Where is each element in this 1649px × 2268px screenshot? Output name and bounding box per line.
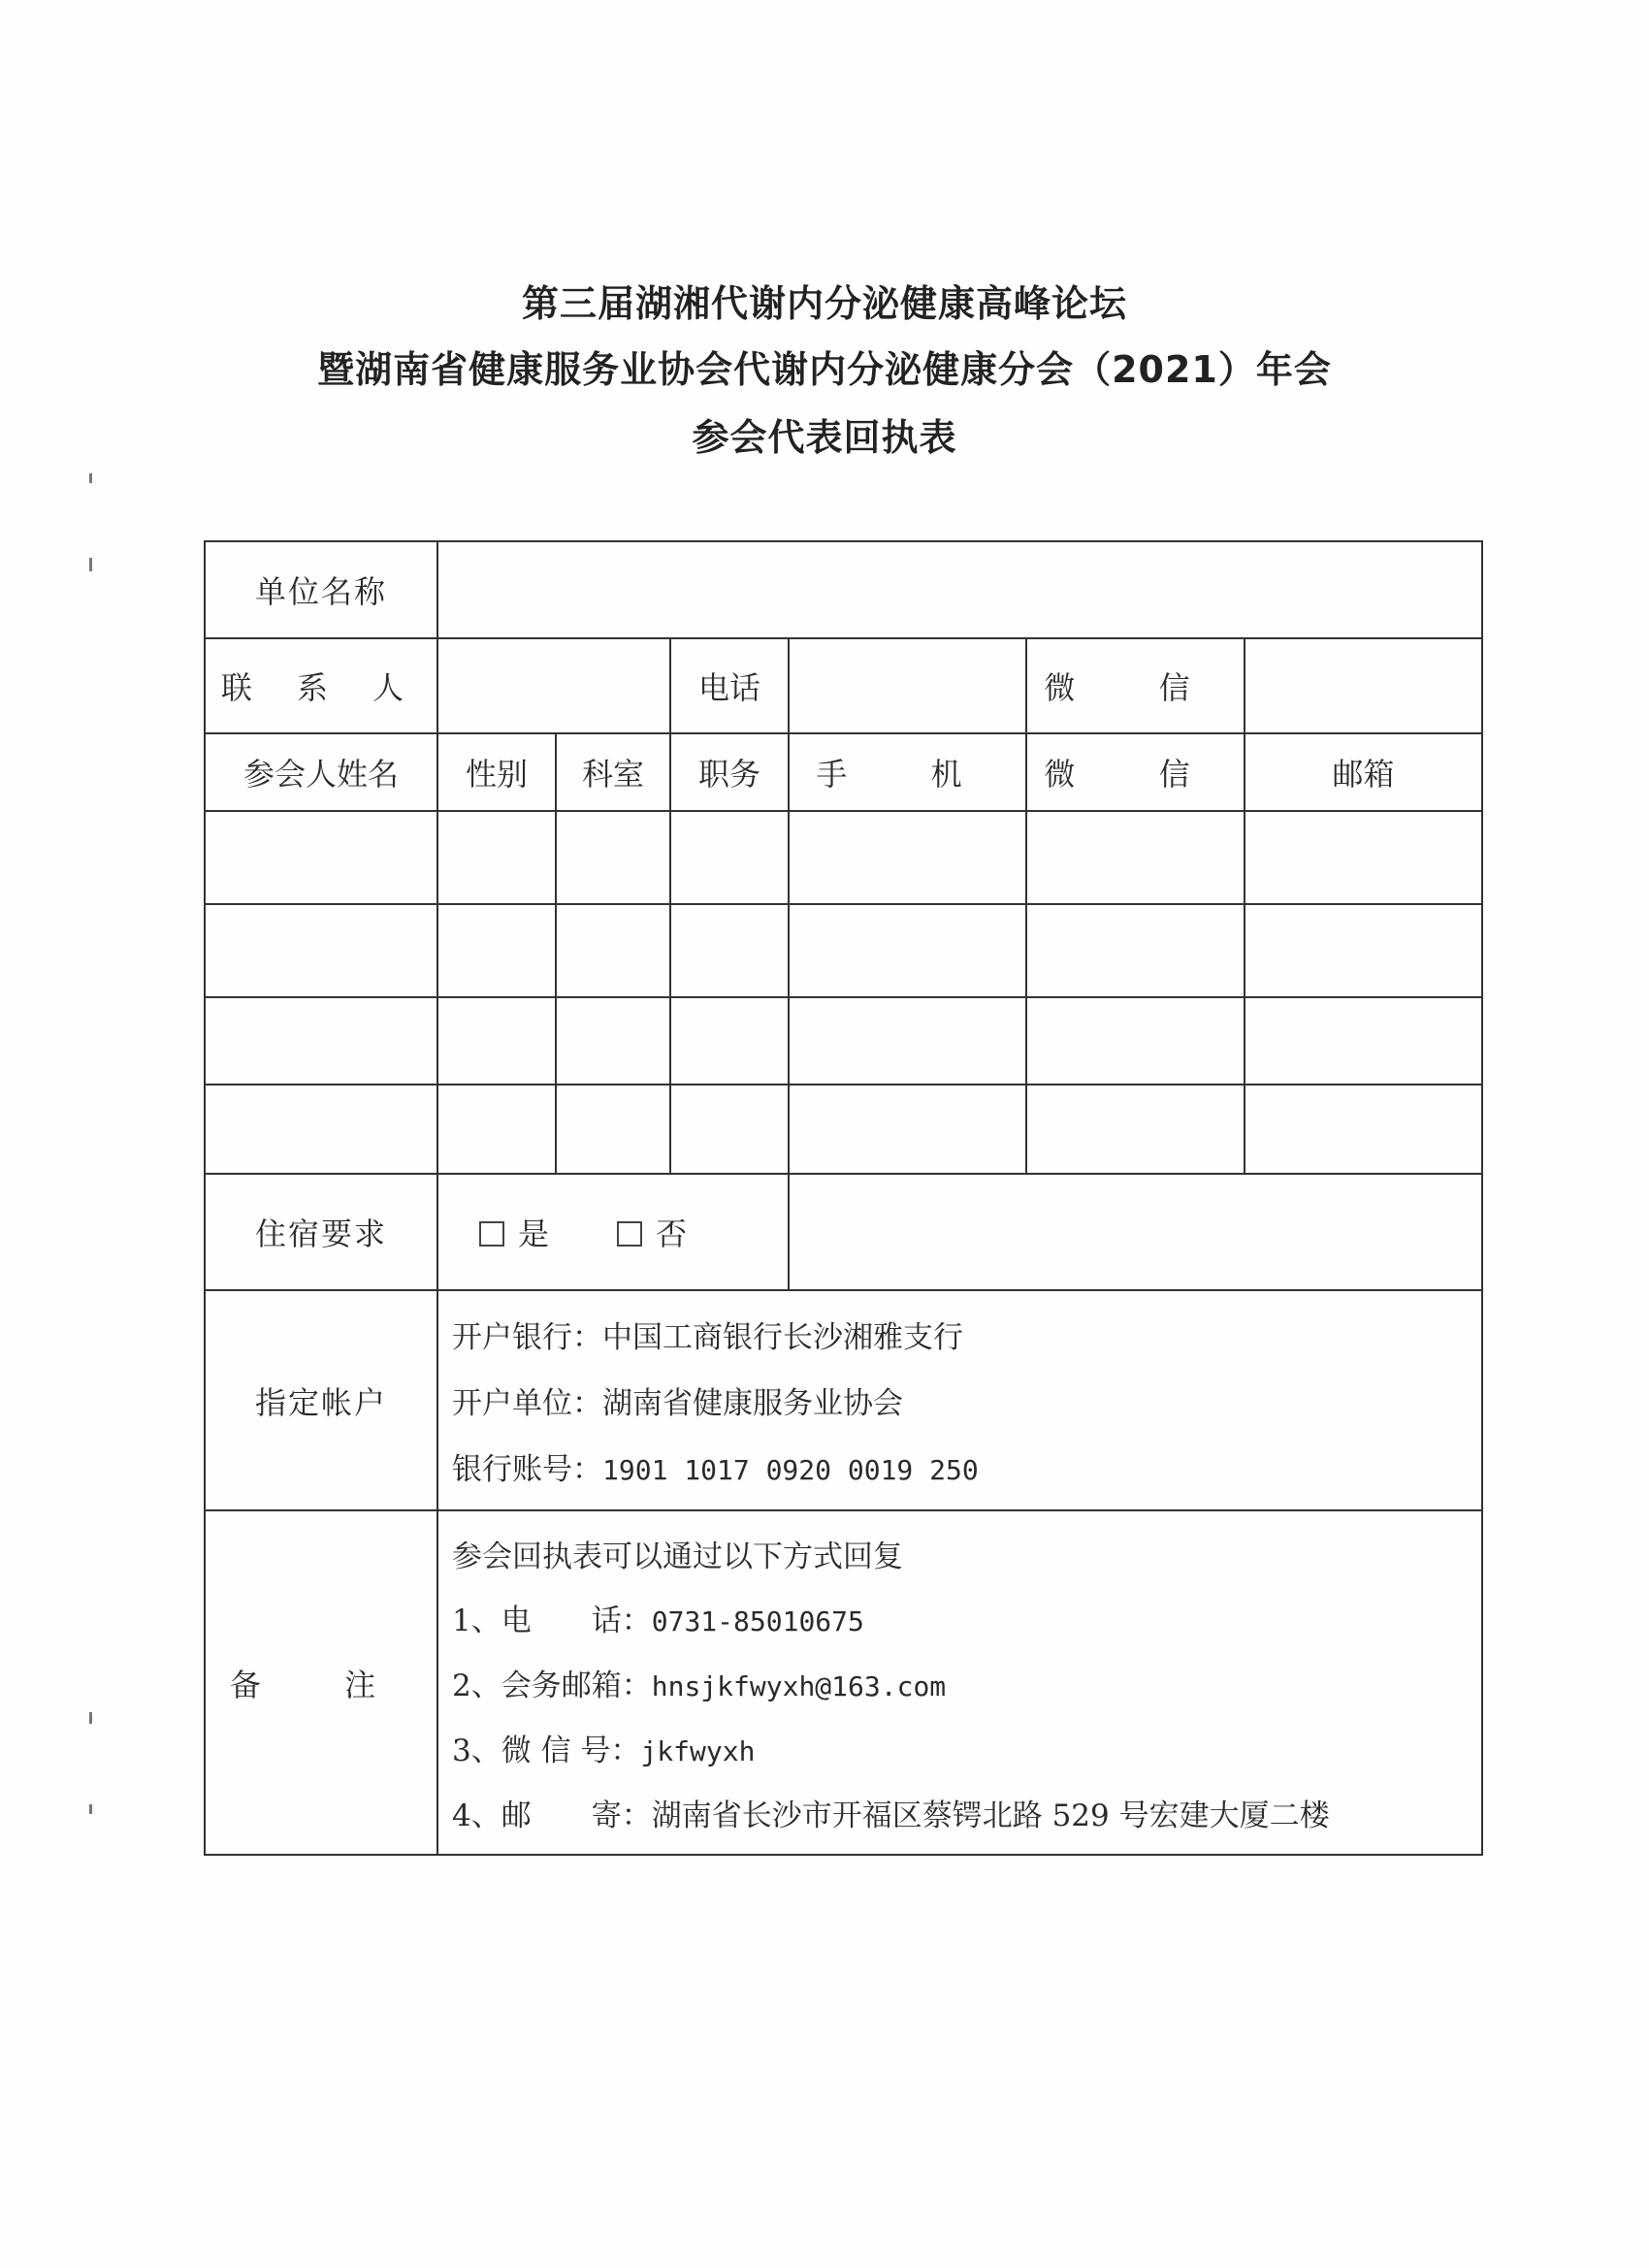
- attendee-email-cell[interactable]: [1245, 904, 1482, 997]
- lodging-notes-field[interactable]: [789, 1174, 1482, 1290]
- scan-mark: [89, 1804, 92, 1814]
- lodging-row: [205, 1174, 1482, 1290]
- attendee-name-cell[interactable]: [205, 1085, 437, 1174]
- contact-label: 联 系 人: [205, 638, 437, 733]
- attendee-position-cell[interactable]: [670, 904, 789, 997]
- notes-wechat-line: [452, 1719, 1481, 1784]
- attendee-wechat-cell[interactable]: [1026, 811, 1245, 904]
- attendee-row: [205, 904, 1482, 997]
- lodging-label: 住宿要求: [205, 1174, 437, 1290]
- attendee-row: [205, 1085, 1482, 1174]
- notes-phone-line: [452, 1589, 1481, 1654]
- attendee-gender-cell[interactable]: [437, 997, 556, 1085]
- lodging-no-label: 否: [656, 1215, 688, 1252]
- attendee-department-cell[interactable]: [556, 811, 670, 904]
- notes-wechat-label: 3、微 信 号：: [452, 1733, 641, 1768]
- attendee-position-cell[interactable]: [670, 997, 789, 1085]
- account-number: 1901 1017 0920 0019 250: [602, 1454, 979, 1486]
- header-gender: 性别: [437, 733, 556, 811]
- header-wechat: 微 信: [1026, 733, 1245, 811]
- unit-name-label: 单位名称: [205, 541, 437, 638]
- attendee-department-cell[interactable]: [556, 1085, 670, 1174]
- contact-row: [205, 638, 1482, 733]
- unit-name-row: [205, 541, 1482, 638]
- notes-mail-line: [452, 1784, 1481, 1848]
- contact-field[interactable]: [437, 638, 670, 733]
- lodging-no-option[interactable]: [617, 1210, 687, 1254]
- notes-details: [437, 1510, 1482, 1855]
- attendee-position-cell[interactable]: [670, 811, 789, 904]
- notes-intro: 参会回执表可以通过以下方式回复: [452, 1539, 903, 1574]
- header-department: 科室: [556, 733, 670, 811]
- attendee-name-cell[interactable]: [205, 811, 437, 904]
- account-number-label: 银行账号：: [452, 1452, 602, 1487]
- phone-field[interactable]: [789, 638, 1026, 733]
- attendee-mobile-cell[interactable]: [789, 904, 1026, 997]
- attendee-gender-cell[interactable]: [437, 811, 556, 904]
- account-bank: 开户银行：中国工商银行长沙湘雅支行: [452, 1320, 963, 1355]
- lodging-options: [437, 1174, 789, 1290]
- attendee-position-cell[interactable]: [670, 1085, 789, 1174]
- account-details: [437, 1290, 1482, 1510]
- title-line-3: 参会代表回执表: [692, 416, 957, 459]
- attendee-gender-cell[interactable]: [437, 904, 556, 997]
- attendee-gender-cell[interactable]: [437, 1085, 556, 1174]
- attendee-department-cell[interactable]: [556, 997, 670, 1085]
- scan-mark: [89, 1712, 92, 1724]
- notes-label: 备 注: [205, 1510, 437, 1855]
- lodging-yes-option[interactable]: [479, 1210, 549, 1254]
- unit-name-field[interactable]: [437, 541, 1482, 638]
- attendee-wechat-cell[interactable]: [1026, 1085, 1245, 1174]
- checkbox-icon[interactable]: [479, 1221, 504, 1247]
- notes-phone: 0731-85010675: [651, 1605, 864, 1637]
- notes-mail: 湖南省长沙市开福区蔡锷北路 529 号宏建大厦二楼: [651, 1798, 1330, 1833]
- notes-phone-label: 1、电 话：: [452, 1604, 652, 1638]
- phone-label: 电话: [670, 638, 789, 733]
- notes-row: [205, 1510, 1482, 1855]
- lodging-yes-label: 是: [518, 1215, 550, 1252]
- title-line-1: 第三届湖湘代谢内分泌健康高峰论坛: [521, 282, 1127, 325]
- header-name: 参会人姓名: [205, 733, 437, 811]
- header-position: 职务: [670, 733, 789, 811]
- attendee-email-cell[interactable]: [1245, 811, 1482, 904]
- attendee-email-cell[interactable]: [1245, 997, 1482, 1085]
- notes-email: hnsjkfwyxh@163.com: [651, 1670, 947, 1702]
- title-line-2: 暨湖南省健康服务业协会代谢内分泌健康分会（2021）年会: [317, 348, 1332, 391]
- attendee-wechat-cell[interactable]: [1026, 997, 1245, 1085]
- attendee-name-cell[interactable]: [205, 904, 437, 997]
- notes-email-line: [452, 1654, 1481, 1719]
- scan-mark: [89, 473, 92, 483]
- attendee-department-cell[interactable]: [556, 904, 670, 997]
- wechat-label: 微 信: [1026, 638, 1245, 733]
- attendee-row: [205, 997, 1482, 1085]
- attendee-header-row: [205, 733, 1482, 811]
- account-label: 指定帐户: [205, 1290, 437, 1510]
- notes-mail-label: 4、邮 寄：: [452, 1798, 652, 1833]
- account-row: [205, 1290, 1482, 1510]
- header-mobile: 手 机: [789, 733, 1026, 811]
- attendee-wechat-cell[interactable]: [1026, 904, 1245, 997]
- attendee-row: [205, 811, 1482, 904]
- registration-form-table: [204, 540, 1483, 1856]
- attendee-name-cell[interactable]: [205, 997, 437, 1085]
- account-holder: 开户单位：湖南省健康服务业协会: [452, 1386, 903, 1421]
- attendee-mobile-cell[interactable]: [789, 811, 1026, 904]
- checkbox-icon[interactable]: [617, 1221, 642, 1247]
- attendee-mobile-cell[interactable]: [789, 1085, 1026, 1174]
- attendee-email-cell[interactable]: [1245, 1085, 1482, 1174]
- wechat-field[interactable]: [1245, 638, 1482, 733]
- scan-mark: [89, 558, 92, 571]
- header-email: 邮箱: [1245, 733, 1482, 811]
- attendee-mobile-cell[interactable]: [789, 997, 1026, 1085]
- notes-wechat: jkfwyxh: [640, 1735, 756, 1767]
- notes-email-label: 2、会务邮箱：: [452, 1669, 652, 1703]
- account-number-line: [452, 1437, 1481, 1504]
